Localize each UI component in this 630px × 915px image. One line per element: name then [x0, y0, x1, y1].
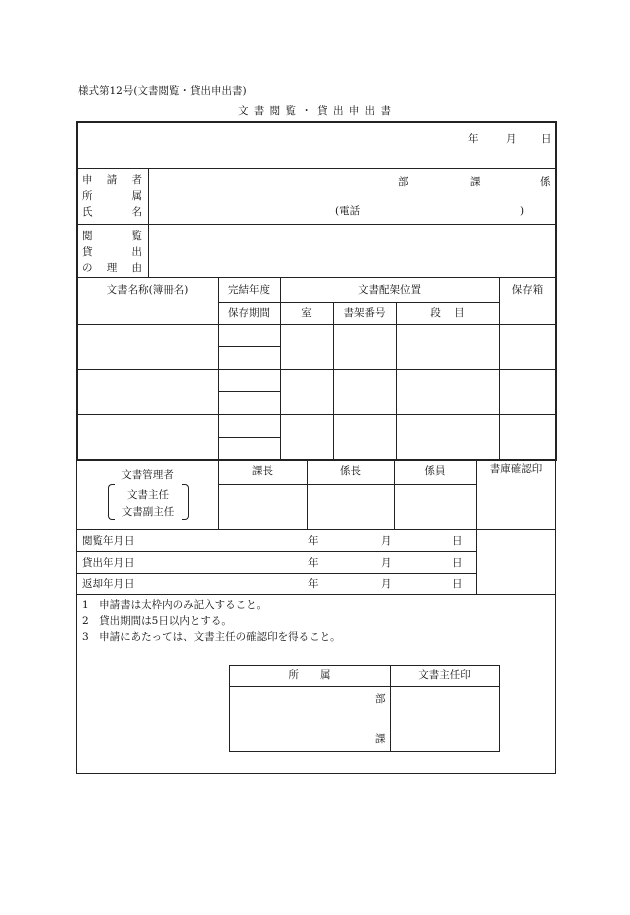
- reason-label-2: 貸 出: [82, 246, 142, 258]
- stack-stamp-label: 書庫確認印: [489, 463, 543, 475]
- seal-label: 文書主任印: [418, 669, 471, 681]
- col-location: 文書配架位置: [358, 284, 421, 296]
- stamp-dept-label: 部: [375, 693, 386, 705]
- col-period: 保存期間: [228, 307, 270, 319]
- col-room: 室: [301, 307, 312, 319]
- date-month-label: 月: [506, 133, 517, 145]
- applicant-label-2: 所 属: [82, 190, 142, 202]
- form-number: 様式第12号(文書閲覧・貸出申出書): [78, 85, 247, 97]
- chief-label: 課長: [252, 465, 273, 477]
- staff-label: 係員: [424, 465, 446, 477]
- stamp-section-label: 課: [375, 733, 386, 745]
- section-label: 課: [470, 176, 481, 188]
- col-doc-name: 文書名称(簿冊名): [106, 284, 189, 296]
- affiliation-label: 所 属: [288, 669, 331, 681]
- reason-label-1: 閲 覧: [82, 230, 142, 242]
- phone-close: ): [520, 205, 525, 217]
- note-3: 3 申請にあたっては、文書主任の確認印を得ること。: [82, 631, 341, 643]
- applicant-label-1: 申 請 者: [82, 174, 142, 186]
- phone-label: (電話: [335, 205, 361, 217]
- col-tier: 段 目: [430, 307, 465, 319]
- col-box: 保存箱: [511, 284, 544, 296]
- dept-label: 部: [398, 176, 409, 188]
- manager-sub-2: 文書副主任: [121, 506, 175, 518]
- col-year: 完結年度: [228, 284, 270, 296]
- reason-label-3: の 理 由: [82, 262, 142, 274]
- applicant-label-3: 氏 名: [82, 206, 142, 218]
- manager-sub-1: 文書主任: [127, 489, 169, 501]
- manager-label: 文書管理者: [121, 469, 174, 481]
- note-1: 1 申請書は太枠内のみ記入すること。: [82, 599, 268, 611]
- col-shelf: 書架番号: [343, 307, 386, 319]
- page-title: 文 書 閲 覧 ・ 貸 出 申 出 書: [237, 105, 393, 117]
- note-2: 2 貸出期間は5日以内とする。: [82, 615, 232, 627]
- date-year-label: 年: [468, 133, 479, 145]
- date-day-label: 日: [541, 133, 552, 145]
- sub-chief-label: 係長: [340, 465, 361, 477]
- unit-label: 係: [540, 176, 551, 188]
